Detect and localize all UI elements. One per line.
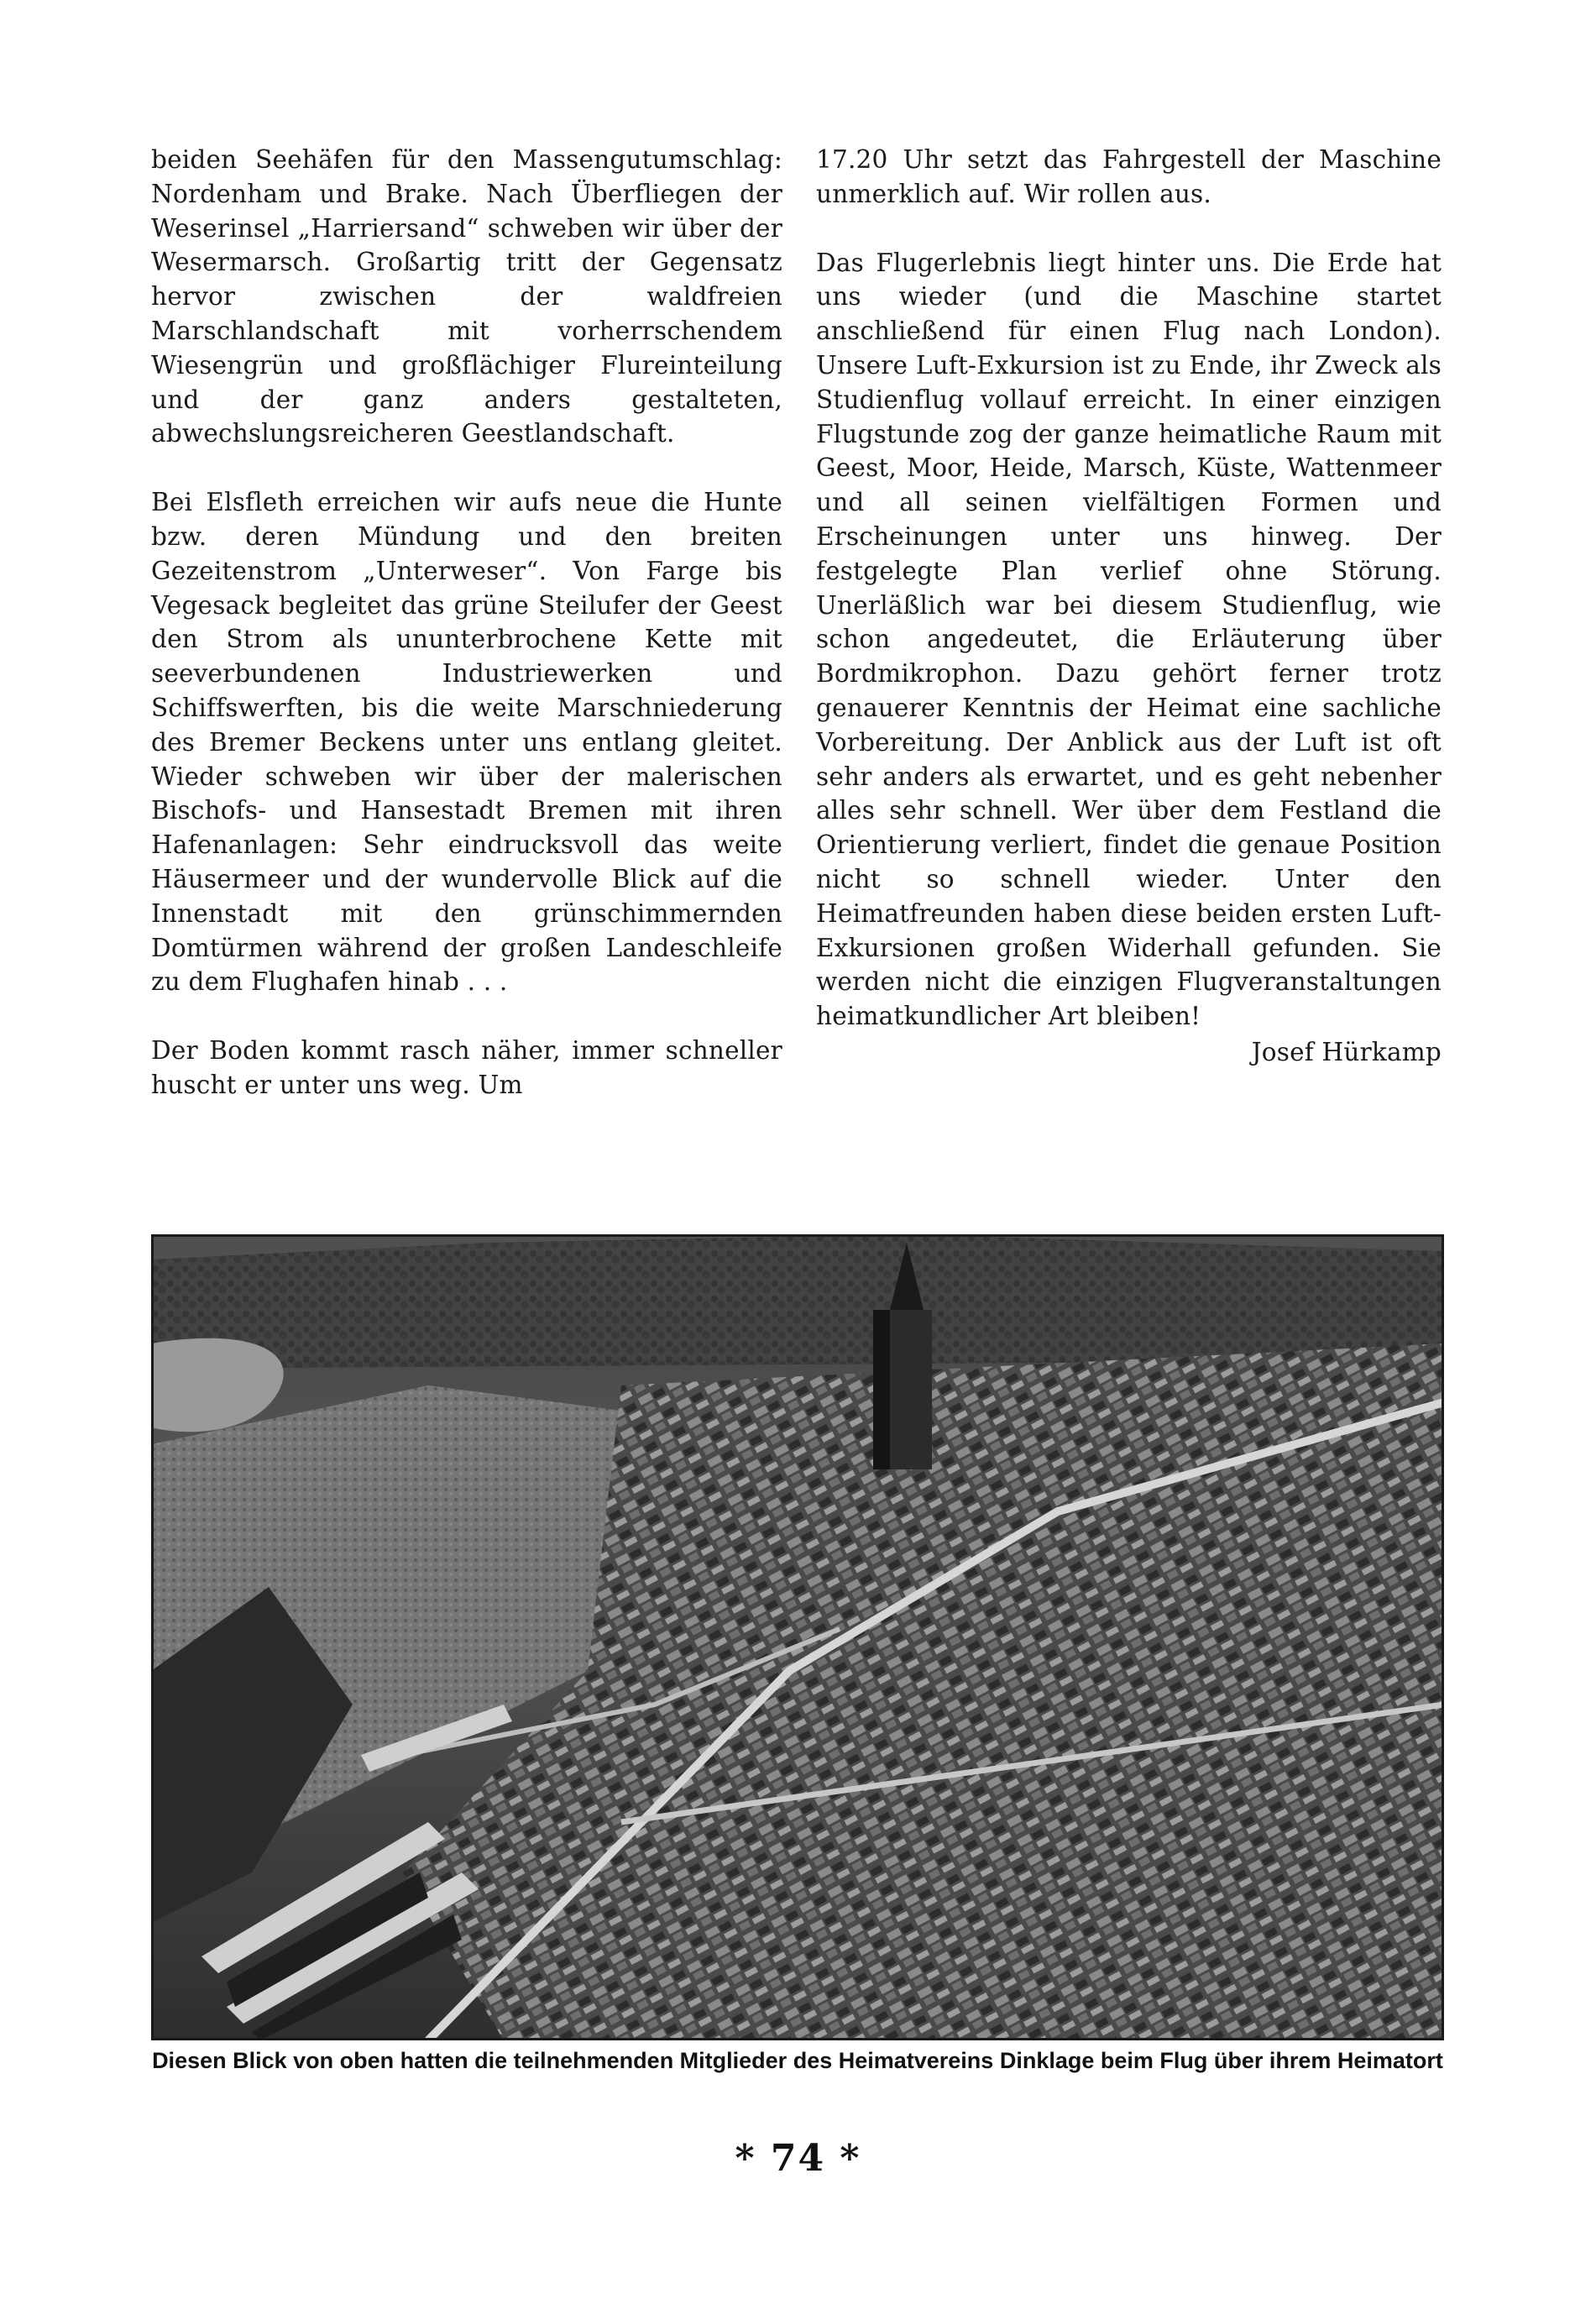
paragraph: 17.20 Uhr setzt das Fahrgestell der Maschine unmerklich auf. Wir rollen aus. (816, 145, 1442, 208)
page-number: * 74 * (735, 2137, 861, 2180)
paragraph: beiden Seehäfen für den Massengutumschlag: Nordenham und Brake. Nach Überfliegen der Weserinsel „Harriersand“ schweben wir über der Wesermarsch. Großartig tritt der Gegensatz hervor zwischen der waldfreien Marschlandschaft mit vorherrschendem Wiesengrün und großflächiger Flureinteilung und der ganz anders gestalteten, abwechslungsreicheren Geestlandschaft. (151, 145, 782, 448)
paragraph: Das Flugerlebnis liegt hinter uns. Die Erde hat uns wieder (und die Maschine startet anschließend für einen Flug nach London). Unsere Luft-Exkursion ist zu Ende, ihr Zweck als Studienflug vollauf erreicht. In einer einzigen Flugstunde zog der ganze heimatliche Raum mit Geest, Moor, Heide, Marsch, Küste, Wattenmeer und all seinen vielfältigen Formen und Erscheinungen unter uns hinweg. Der festgelegte Plan verlief ohne Störung. Unerläßlich war bei diesem Studienflug, wie schon angedeutet, die Erläuterung über Bordmikrophon. Dazu gehört ferner trotz genauerer Kenntnis der Heimat eine sachliche Vorbereitung. Der Anblick aus der Luft ist oft sehr anders als erwartet, und es geht nebenher alles sehr schnell. Wer über dem Festland die Orientierung verliert, findet die genaue Position nicht so schnell wieder. Unter den Heimatfreunden haben diese beiden ersten Luft-Exkursionen großen Widerhall gefunden. Sie werden nicht die einzigen Flugveranstaltungen heimatkundlicher Art bleiben! (816, 248, 1442, 1031)
photo-caption: Diesen Blick von oben hatten die teilnehmenden Mitglieder des Heimatvereins Dinklage beim Flug über ihrem Heimatort (152, 2048, 1443, 2073)
paragraph: Der Boden kommt rasch näher, immer schneller huscht er unter uns weg. Um (151, 1036, 782, 1099)
right-column (816, 143, 1442, 1070)
aerial-town-image (151, 1234, 1444, 2040)
paragraph: Bei Elsfleth erreichen wir aufs neue die Hunte bzw. deren Mündung und den breiten Gezeitenstrom „Unterweser“. Von Farge bis Vegesack begleitet das grüne Steilufer der Geest den Strom als ununterbrochene Kette mit seeverbundenen Industriewerken und Schiffswerften, bis die weite Marschniederung des Bremer Beckens unter uns entlang gleitet. Wieder schweben wir über der malerischen Bischofs- und Hansestadt Bremen mit ihren Hafenanlagen: Sehr eindrucksvoll das weite Häusermeer und der wundervolle Blick auf die Innenstadt mit den grünschimmernden Domtürmen während der großen Landeschleife zu dem Flughafen hinab . . . (151, 488, 782, 997)
author-signature: Josef Hürkamp (1251, 1037, 1442, 1066)
left-column (151, 143, 782, 1102)
aerial-photo (151, 1234, 1444, 2040)
